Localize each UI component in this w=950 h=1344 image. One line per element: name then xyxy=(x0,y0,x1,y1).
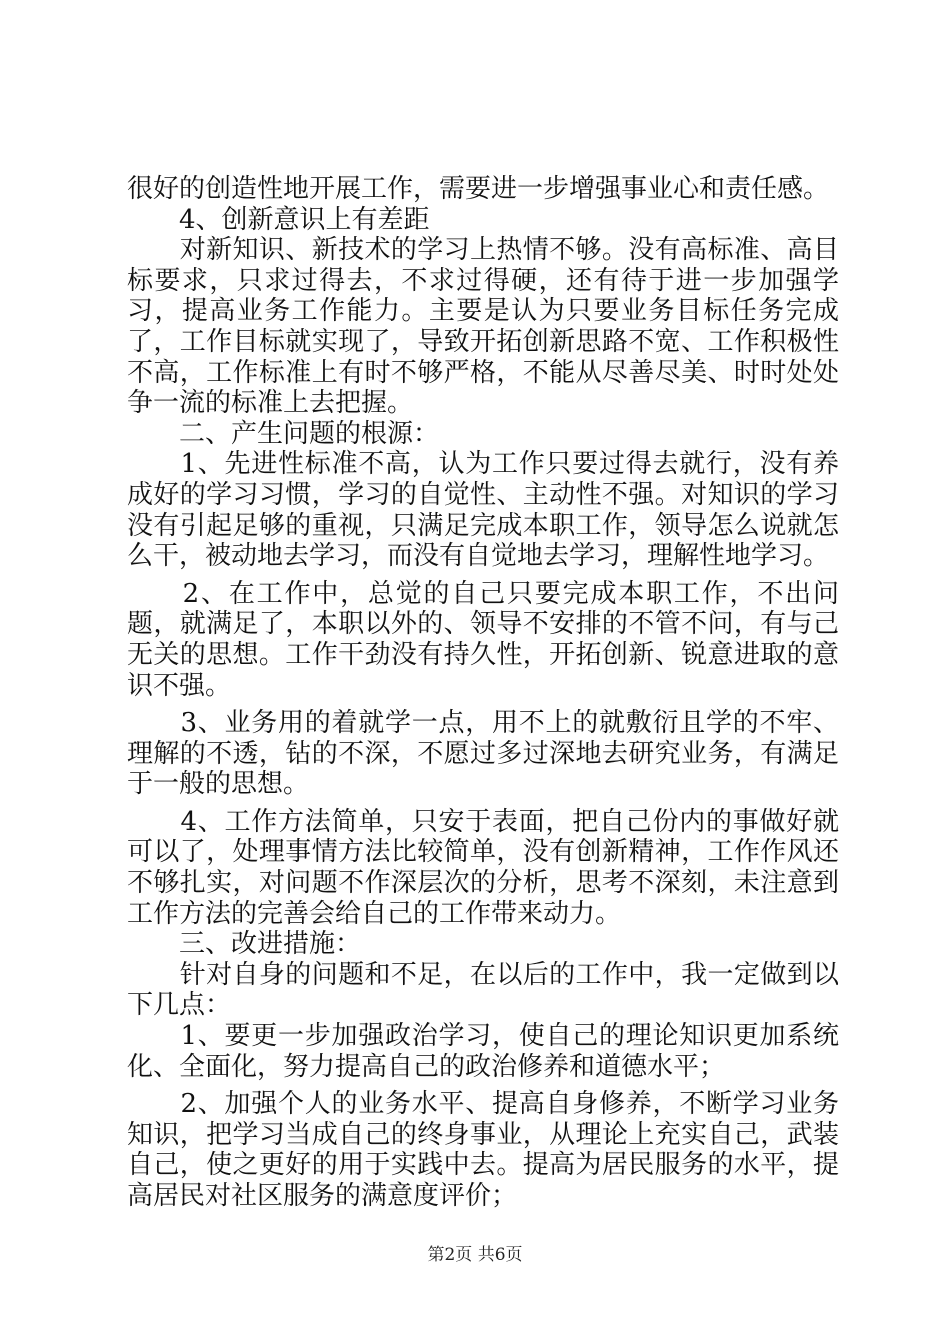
paragraph: 2、加强个人的业务水平、提高自身修养，不断学习业务知识，把学习当成自己的终身事业，从理论上充实自己，武装自己，使之更好的用于实践中去。提高为居民服务的水平，提高居民对社区服务的满意度评价； xyxy=(127,1089,839,1211)
paragraph: 4、工作方法简单，只安于表面，把自己份内的事做好就可以了，处理事情方法比较简单，没有创新精神，工作作风还不够扎实，对问题不作深层次的分析，思考不深刻，未注意到工作方法的完善会给自己的工作带来动力。 xyxy=(127,806,839,929)
paragraph: 1、要更一步加强政治学习，使自己的理论知识更加系统化、全面化，努力提高自己的政治修养和道德水平； xyxy=(127,1021,839,1082)
document-body xyxy=(127,174,839,1212)
paragraph: 2、在工作中，总觉的自己只要完成本职工作，不出问题，就满足了，本职以外的、领导不安排的不管不问，有与己无关的思想。工作干劲没有持久性，开拓创新、锐意进取的意识不强。 xyxy=(127,578,839,701)
paragraph: 对新知识、新技术的学习上热情不够。没有高标准、高目标要求，只求过得去，不求过得硬，还有待于进一步加强学习，提高业务工作能力。主要是认为只要业务目标任务完成了，工作目标就实现了，导致开拓创新思路不宽、工作积极性不高，工作标准上有时不够严格，不能从尽善尽美、时时处处争一流的标准上去把握。 xyxy=(127,235,839,419)
paragraph: 1、先进性标准不高，认为工作只要过得去就行，没有养成好的学习习惯，学习的自觉性、主动性不强。对知识的学习没有引起足够的重视，只满足完成本职工作，领导怎么说就怎么干，被动地去学习，而没有自觉地去学习，理解性地学习。 xyxy=(127,449,839,572)
page-number-footer: 第2页 共6页 xyxy=(427,1245,523,1265)
section-heading: 4、创新意识上有差距 xyxy=(127,204,430,235)
paragraph: 针对自身的问题和不足，在以后的工作中，我一定做到以下几点： xyxy=(127,959,839,1021)
section-heading: 三、改进措施： xyxy=(127,929,362,960)
paragraph: 3、业务用的着就学一点，用不上的就敷衍且学的不牢、理解的不透，钻的不深，不愿过多过深地去研究业务，有满足于一般的思想。 xyxy=(127,708,839,800)
paragraph: 很好的创造性地开展工作，需要进一步增强事业心和责任感。 xyxy=(127,174,830,204)
section-heading: 二、产生问题的根源： xyxy=(127,418,440,449)
